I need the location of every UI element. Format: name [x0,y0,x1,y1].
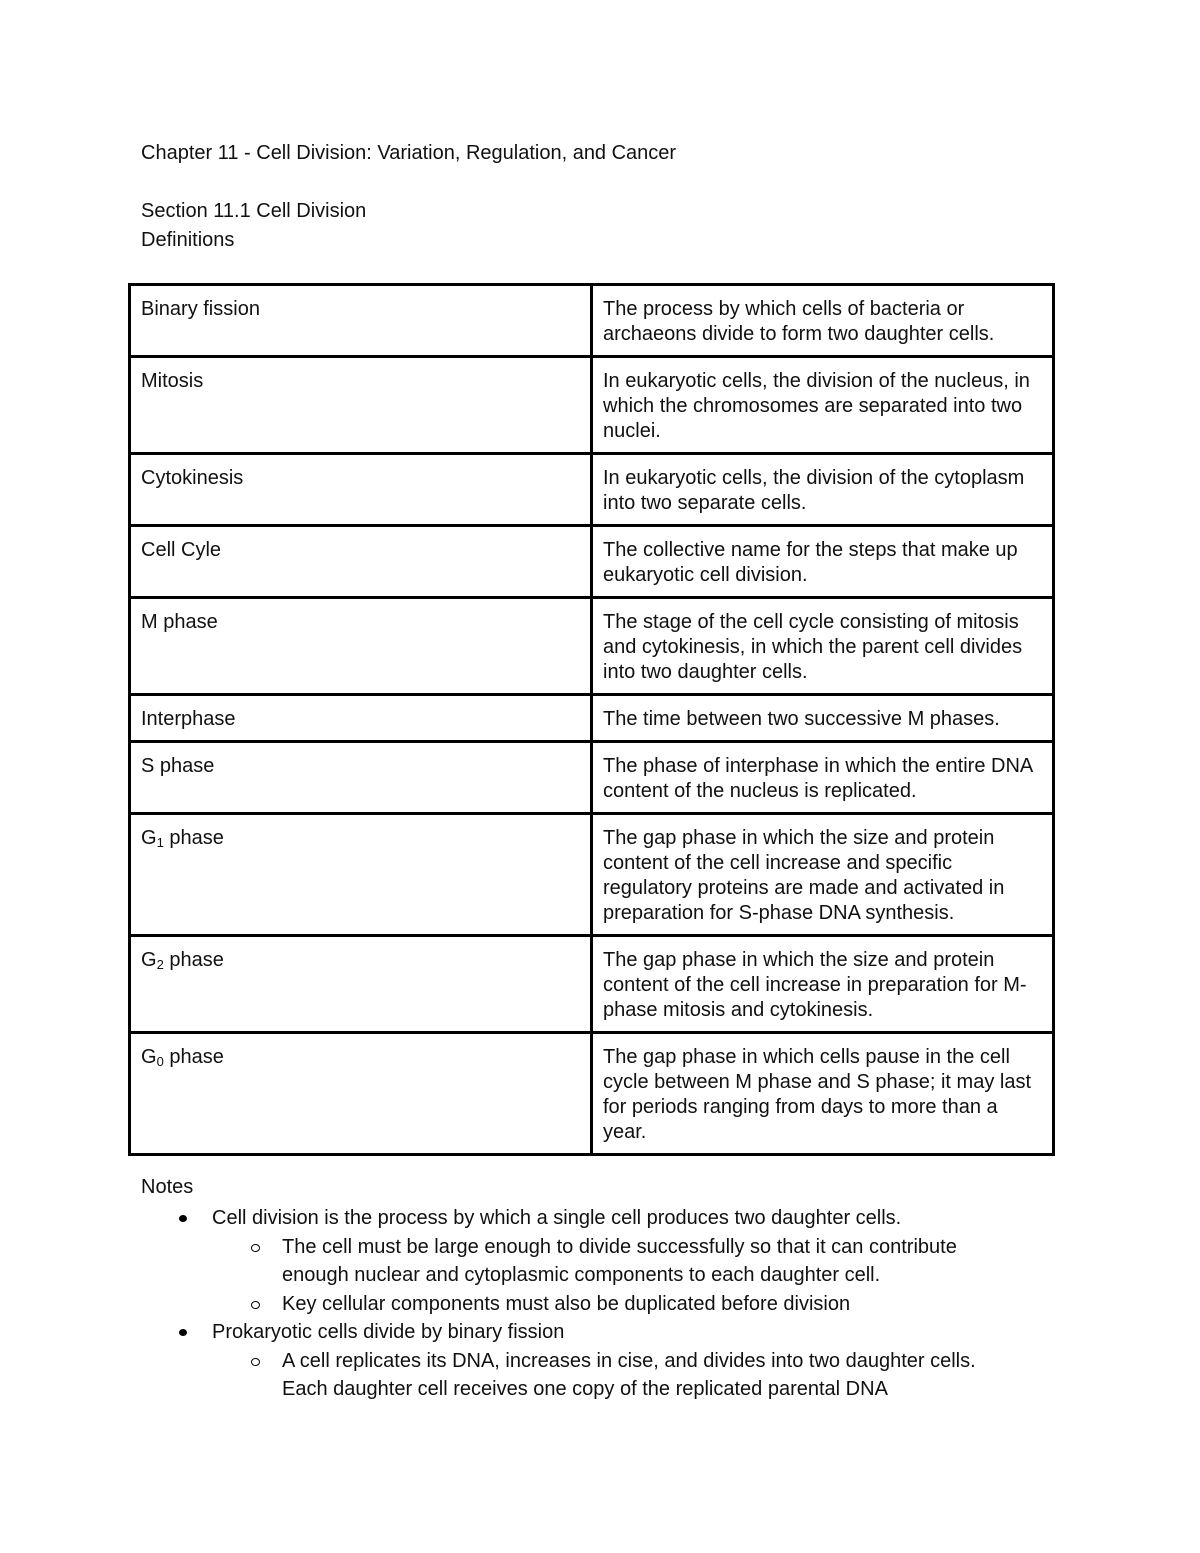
term-letter: G [141,1046,157,1068]
definition-cell: The gap phase in which the size and protein content of the cell increase in preparation for M-phase mitosis and cytokinesis. [592,936,1054,1033]
bullet-disc-icon [179,1215,187,1222]
definition-cell: In eukaryotic cells, the division of the nucleus, in which the chromosomes are separated into two nuclei. [592,357,1054,454]
term-suffix: phase [163,1046,224,1068]
term-cell: Cytokinesis [130,454,592,526]
chapter-title: Chapter 11 - Cell Division: Variation, Regulation, and Cancer [141,142,677,164]
definition-cell: The gap phase in which the size and protein content of the cell increase and specific regulatory proteins are made and activated in preparation for S-phase DNA synthesis. [592,814,1054,936]
table-row [130,742,1054,814]
note-text: Cell division is the process by which a single cell produces two daughter cells. [212,1207,902,1229]
section-heading: Section 11.1 Cell Division [141,200,367,222]
term-cell: S phase [130,742,592,814]
table-row [130,598,1054,695]
bullet-circle-icon [251,1358,260,1366]
note-subtext: A cell replicates its DNA, increases in cise, and divides into two daughter cells. Each daughter cell receives one copy of the replicated parental DNA [282,1349,976,1400]
table-row [130,454,1054,526]
definitions-label: Definitions [141,229,235,251]
term-cell [130,936,592,1033]
bullet-disc-icon [179,1329,187,1336]
table-row [130,1033,1054,1155]
definitions-table [128,283,1055,1156]
notes-label: Notes [141,1176,194,1198]
note-subtext: Key cellular components must also be duplicated before division [282,1292,851,1315]
term-cell: M phase [130,598,592,695]
list-item [141,1347,1022,1404]
definition-cell: The phase of interphase in which the entire DNA content of the nucleus is replicated. [592,742,1054,814]
table-row [130,936,1054,1033]
term-letter: G [141,827,157,849]
table-row [130,285,1054,357]
definition-cell: The gap phase in which cells pause in the cell cycle between M phase and S phase; it may last for periods ranging from days to more than a year. [592,1033,1054,1155]
term-cell: Mitosis [130,357,592,454]
term-subscript: 0 [156,1054,164,1069]
list-item [141,1290,1022,1319]
term-suffix: phase [163,949,224,971]
term-cell: Interphase [130,695,592,742]
definition-cell: The stage of the cell cycle consisting of mitosis and cytokinesis, in which the parent cell divides into two daughter cells. [592,598,1054,695]
list-item [141,1204,1101,1233]
table-row [130,814,1054,936]
term-suffix: phase [163,827,224,849]
term-cell [130,814,592,936]
notes-list [141,1204,1101,1404]
bullet-circle-icon [251,1244,260,1252]
bullet-circle-icon [251,1301,260,1309]
term-cell: Cell Cyle [130,526,592,598]
definition-cell: The time between two successive M phases. [592,695,1054,742]
list-item [141,1233,1022,1290]
table-row [130,357,1054,454]
definition-cell: In eukaryotic cells, the division of the cytoplasm into two separate cells. [592,454,1054,526]
definition-cell: The collective name for the steps that make up eukaryotic cell division. [592,526,1054,598]
table-row [130,526,1054,598]
term-subscript: 1 [156,835,164,850]
note-text: Prokaryotic cells divide by binary fission [212,1321,565,1343]
term-letter: G [141,949,157,971]
list-item [141,1318,1101,1347]
term-cell [130,1033,592,1155]
table-row [130,695,1054,742]
note-subtext: The cell must be large enough to divide successfully so that it can contribute enough nuclear and cytoplasmic components to each daughter cell. [282,1235,957,1286]
term-subscript: 2 [156,957,164,972]
definition-cell: The process by which cells of bacteria or archaeons divide to form two daughter cells. [592,285,1054,357]
term-cell: Binary fission [130,285,592,357]
